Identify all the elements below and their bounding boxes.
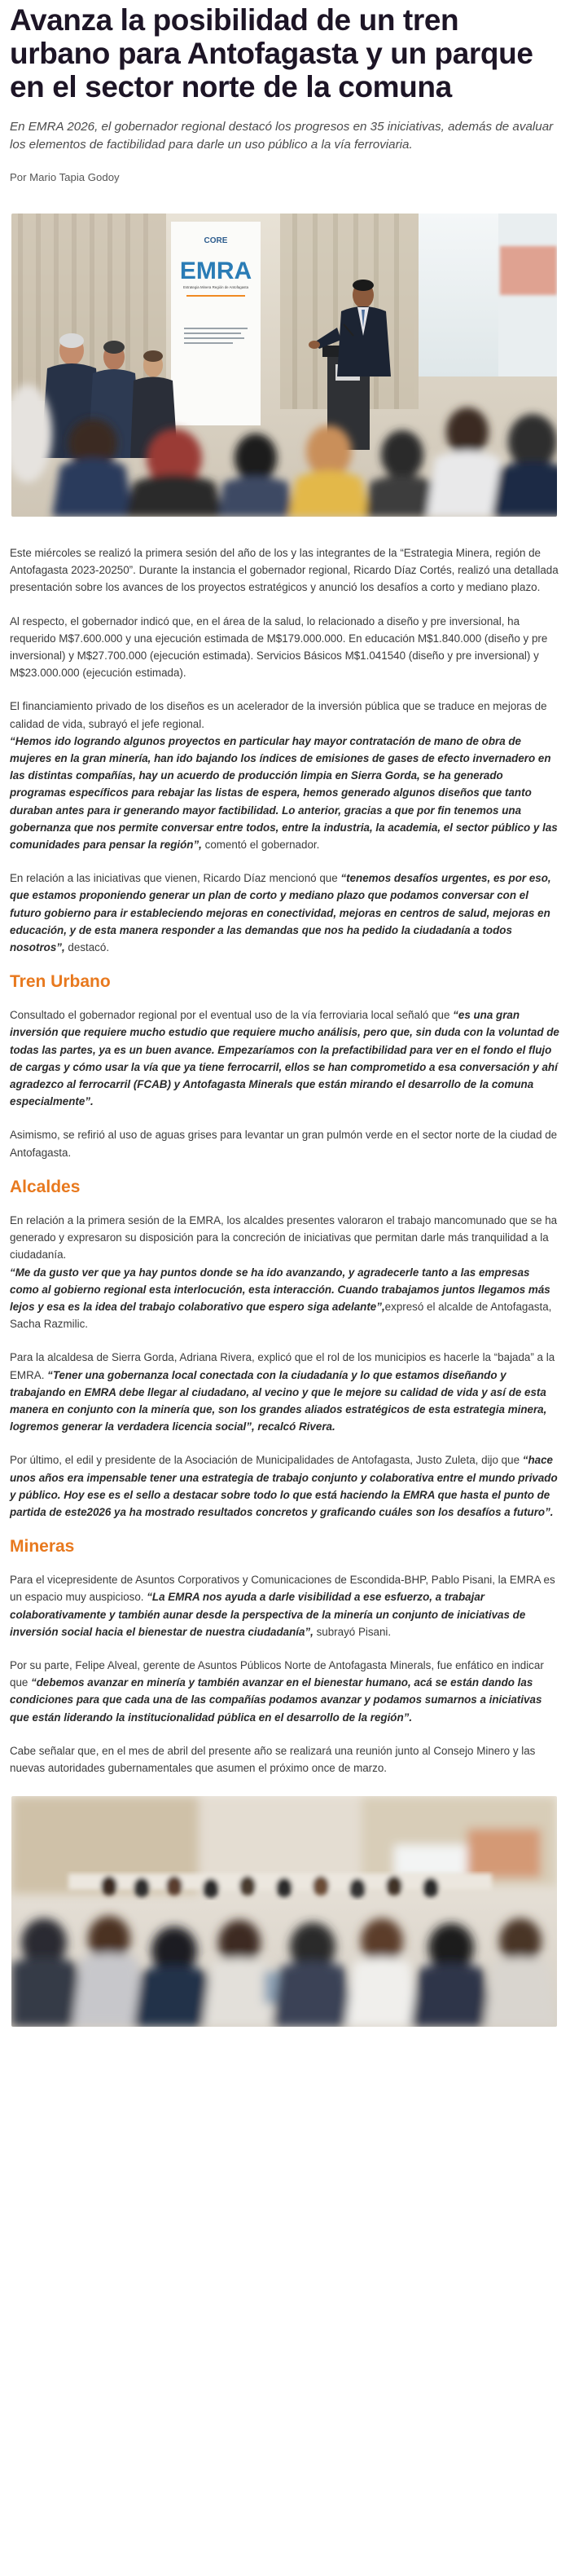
paragraph <box>10 1451 560 1521</box>
article-title: Avanza la posibilidad de un tren urbano para Antofagasta y un parque en el sector norte de la comuna <box>10 3 533 103</box>
paragraph <box>10 1349 560 1435</box>
paragraph <box>10 698 560 853</box>
paragraph: Este miércoles se realizó la primera sesión del año de los y las integrantes de la “Estrategia Minera, región de Antofagasta 2023-20250”. Durante la instancia el gobernador regional, Ricardo Díaz Cortés, realizó una detallada presentación sobre los avances de los proyectos estratégicos y anunció los desafíos a corto y mediano plazo. <box>10 547 559 594</box>
quote: “es una gran inversión que requiere mucho estudio que requiere mucho análisis, pero que, sin duda con la voluntad de todas las partes, ya es un buen avance. Empezaríamos con la prefactibilidad para ver en el fondo el flujo de cargas y cómo usar la vía que ya tiene ferrocarril, ellos se han comprometido a esa conversación y ahí agradezco al ferrocarril (FCAB) y Antofagasta Minerals que están mirando el desarrollo de la comuna especialmente”. <box>10 1009 559 1108</box>
paragraph <box>10 1212 560 1332</box>
paragraph <box>10 1571 560 1640</box>
quote: “debemos avanzar en minería y también avanzar en el bienestar humano, acá se están dando las condiciones para que cada una de las compañías podamos avanzar y podamos sumarnos a iniciativas que están liderando la institucionalidad pública en el desarrollo de la región”. <box>10 1676 542 1724</box>
paragraph-text: En relación a las iniciativas que vienen, Ricardo Díaz mencionó que <box>10 872 341 885</box>
paragraph: Asimismo, se refirió al uso de aguas grises para levantar un gran pulmón verde en el sector norte de la ciudad de Antofagasta. <box>10 1129 558 1159</box>
paragraph-text: Consultado el gobernador regional por el eventual uso de la vía ferroviaria local señaló que <box>10 1009 454 1022</box>
paragraph-text: Para el vicepresidente de Asuntos Corporativos y Comunicaciones de Escondida-BHP, Pablo Pisani, la EMRA es un espacio muy auspicioso. <box>10 1574 555 1604</box>
section-heading-tren-urbano: Tren Urbano <box>10 972 111 992</box>
paragraph-text: En relación a la primera sesión de la EMRA, los alcaldes presentes valoraron el trabajo mancomunado que se ha generado y expresaron su disposición para la concreción de iniciativas que permitan darle más tranquilidad a la ciudadanía. <box>10 1213 558 1262</box>
paragraph-text: comentó el gobernador. <box>201 839 320 852</box>
paragraph: Cabe señalar que, en el mes de abril del presente año se realizará una reunión junto al Consejo Minero y las nuevas autoridades gubernamentales que asumen el próximo once de marzo. <box>10 1744 536 1774</box>
quote: “tenemos desafíos urgentes, es por eso, que estamos proponiendo generar un plan de corto y mediano plazo que podamos conversar con el futuro gobierno para ir estableciendo mejoras en conectividad, mejoras en centros de salud, mejoras en educación, y de esta manera responder a las demandas que nos ha pedido la ciudadanía a todos nosotros”, <box>10 872 551 954</box>
hero-photo-illustration <box>11 214 557 517</box>
article-lede: En EMRA 2026, el gobernador regional destacó los progresos en 35 iniciativas, además de avaluar los elementos de factibilidad para darle un uso público a la vía ferroviaria. <box>10 120 554 152</box>
hero-photo <box>11 214 557 517</box>
paragraph-text: Por último, el edil y presidente de la Asociación de Municipalidades de Antofagasta, Justo Zuleta, dijo que <box>10 1454 523 1467</box>
paragraph <box>10 1006 560 1110</box>
paragraph-text: expresó el alcalde de Antofagasta, Sacha Razmilic. <box>10 1300 552 1331</box>
paragraph <box>10 870 560 956</box>
banner-title: EMRA <box>179 258 252 284</box>
section-heading-alcaldes: Alcaldes <box>10 1177 81 1196</box>
audience-photo <box>11 1796 557 2027</box>
quote: “hace unos años era impensable tener una estrategia de trabajo conjunto y colaborativa entre el mundo privado y público. Hoy ese es el sello a destacar sobre todo lo que está haciendo la EMRA que hasta el punto de partida de este2026 ya ha mostrado resultados concretos y graficando cuáles son los desafíos a futuro”. <box>10 1454 558 1518</box>
paragraph-text: subrayó Pisani. <box>313 1625 392 1638</box>
paragraph <box>10 1657 560 1726</box>
quote: “Tener una gobernanza local conectada con la ciudadanía y lo que estamos diseñando y trabajando en EMRA debe llegar al ciudadano, al vecino y que le mejore su calidad de vida y así de esta manera en conjunto con la minería que, son los grandes aliados estratégicos de esta estrategia minera, logremos generar la verdadera licencia social”, recalcó Rivera. <box>10 1368 547 1433</box>
paragraph-text: destacó. <box>64 941 110 954</box>
banner-subtitle: Estrategia Minera Región de Antofagasta <box>182 285 249 289</box>
article-byline: Por Mario Tapia Godoy <box>10 171 120 183</box>
article-body <box>10 544 560 1777</box>
audience-photo-illustration <box>11 1796 557 2027</box>
paragraph-text: Por su parte, Felipe Alveal, gerente de Asuntos Públicos Norte de Antofagasta Minerals, fue enfático en indicar que <box>10 1658 544 1689</box>
quote: “Hemos ido logrando algunos proyectos en particular hay mayor contratación de mano de obra de mujeres en la gran minería, han ido bajando los índices de emisiones de gases de efecto invernadero en las distintas compañías, hay un acuerdo de producción limpia en Sierra Gorda, se ha generado programas específicos para rebajar las listas de espera, hemos generado algunos diseños que tanto duraban antes para ir generando mayor factibilidad. Lo anterior, gracias a que por fin tenemos una gobernanza que nos permite conversar entre todos, entre la industria, la academia, el sector público y las comunidades para pensar la región”, <box>10 734 558 852</box>
paragraph-text: Para la alcaldesa de Sierra Gorda, Adriana Rivera, explicó que el rol de los municipios es hacerle la “bajada” a la EMRA. <box>10 1351 555 1381</box>
paragraph: Al respecto, el gobernador indicó que, en el área de la salud, lo relacionado a diseño y pre inversional, ha requerido M$7.600.000 y una ejecución estimada de M$179.000.000. En educación M$1.840.000 (diseño y pre inversional) y M$27.700.000 (ejecución estimada). Servicios Básicos M$1.041540 (diseño y pre inversional) y M$23.000.000 (ejecución estimada). <box>10 614 548 680</box>
section-heading-mineras: Mineras <box>10 1537 75 1557</box>
banner-logo: CORE <box>204 236 228 245</box>
paragraph-text: El financiamiento privado de los diseños es un acelerador de la inversión pública que se traduce en mejoras de calidad de vida, subrayó el jefe regional. <box>10 700 547 730</box>
quote: “La EMRA nos ayuda a darle visibilidad a ese esfuerzo, a trabajar colaborativamente y también aunar desde la perspectiva de la minería un conjunto de iniciativas de inversión social hacia el bienestar de nuestra ciudadanía”, <box>10 1591 526 1638</box>
quote: “Me da gusto ver que ya hay puntos donde se ha ido avanzando, y agradecerle tanto a las empresas como al gobierno regional esta interlocución, esta interacción. Cuando trabajamos juntos llegamos más lejos y esa es la idea del trabajo colaborativo que espero siga adelante”, <box>10 1266 550 1313</box>
